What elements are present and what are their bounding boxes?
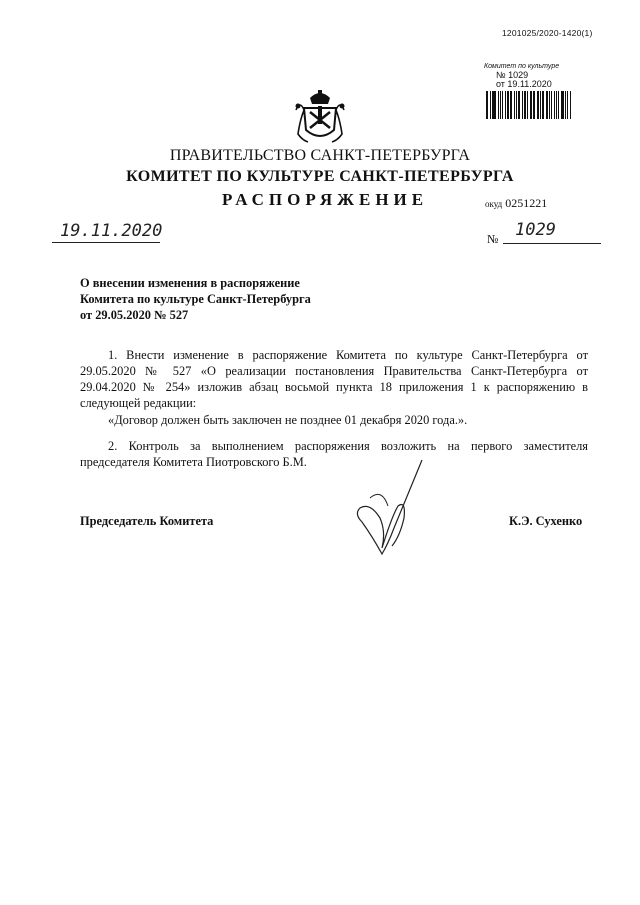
signatory-name: К.Э. Сухенко [509,514,583,528]
signatory-title: Председатель Комитета [80,514,214,528]
paragraph-1: 1. Внести изменение в распоряжение Комитета по культуре Санкт-Петербурга от 29.05.2020 № 527 «О реализации постановления Правительства Санкт-Петербурга от 29.04.2020 № 254» изложив абзац восьмой пункта 18 приложения 1 к распоряжению в следующей редакции: [80,348,588,410]
barcode-bar [542,91,545,119]
government-heading: ПРАВИТЕЛЬСТВО САНКТ-ПЕТЕРБУРГА [169,147,471,164]
barcode-bar [546,91,548,119]
barcode-bar [537,91,539,119]
barcode-bar [524,91,527,119]
okud-code [485,196,547,211]
barcode-bar [493,91,496,119]
subject-line: О внесении изменения в распоряжение [80,276,300,290]
barcode-bar [486,91,488,119]
barcode-bar [554,91,556,119]
barcode-bar [505,91,506,119]
barcode-bar [533,91,534,119]
barcode-bar [518,91,520,119]
barcode-bar [507,91,509,119]
handwritten-date: 19.11.2020 [60,221,163,241]
stamp-number-line: № 1029 [496,70,529,80]
barcode-bar [502,91,503,119]
subject-line: от 29.05.2020 № 527 [80,308,189,322]
subject-line: Комитета по культуре Санкт-Петербурга [80,292,311,306]
document-subject [80,275,311,323]
barcode [486,91,572,119]
barcode-bar [530,91,532,119]
date-underline [52,242,160,243]
paragraph-1-quote: «Договор должен быть заключен не позднее 01 декабря 2020 года.». [108,413,468,427]
barcode-bar [510,91,513,119]
okud-value: 0251221 [505,196,548,210]
barcode-bar [551,91,552,119]
barcode-bar [549,91,550,119]
okud-label: окуд [485,199,503,209]
committee-heading: КОМИТЕТ ПО КУЛЬТУРЕ САНКТ-ПЕТЕРБУРГА [126,168,514,185]
number-underline [503,243,601,244]
registration-stamp [484,62,614,119]
barcode-bar [514,91,515,119]
barcode-bar [561,91,564,119]
barcode-bar [527,91,528,119]
barcode-bar [556,91,557,119]
handwritten-signature [352,458,428,560]
document-type-heading: РАСПОРЯЖЕНИЕ [222,190,429,209]
barcode-bar [498,91,499,119]
stamp-date-line: от 19.11.2020 [496,79,552,89]
barcode-bar [558,91,559,119]
barcode-bar [540,91,541,119]
stamp-committee-line: Комитет по культуре [484,63,560,70]
barcode-bar [534,91,535,119]
paragraph-2: 2. Контроль за выполнением распоряжения возложить на первого заместителя председателя Комитета Пиотровского Б.М. [80,439,588,469]
barcode-bar [522,91,523,119]
number-label: № [487,232,499,246]
barcode-bar [570,91,571,119]
barcode-bar [516,91,517,119]
handwritten-number: 1029 [515,220,556,240]
saint-petersburg-coat-of-arms-icon [294,90,346,146]
barcode-bar [492,91,493,119]
barcode-bar [565,91,566,119]
barcode-bar [490,91,491,119]
barcode-bar [500,91,502,119]
document-registration-number: 1201025/2020-1420(1) [502,28,593,38]
barcode-bar [567,91,569,119]
